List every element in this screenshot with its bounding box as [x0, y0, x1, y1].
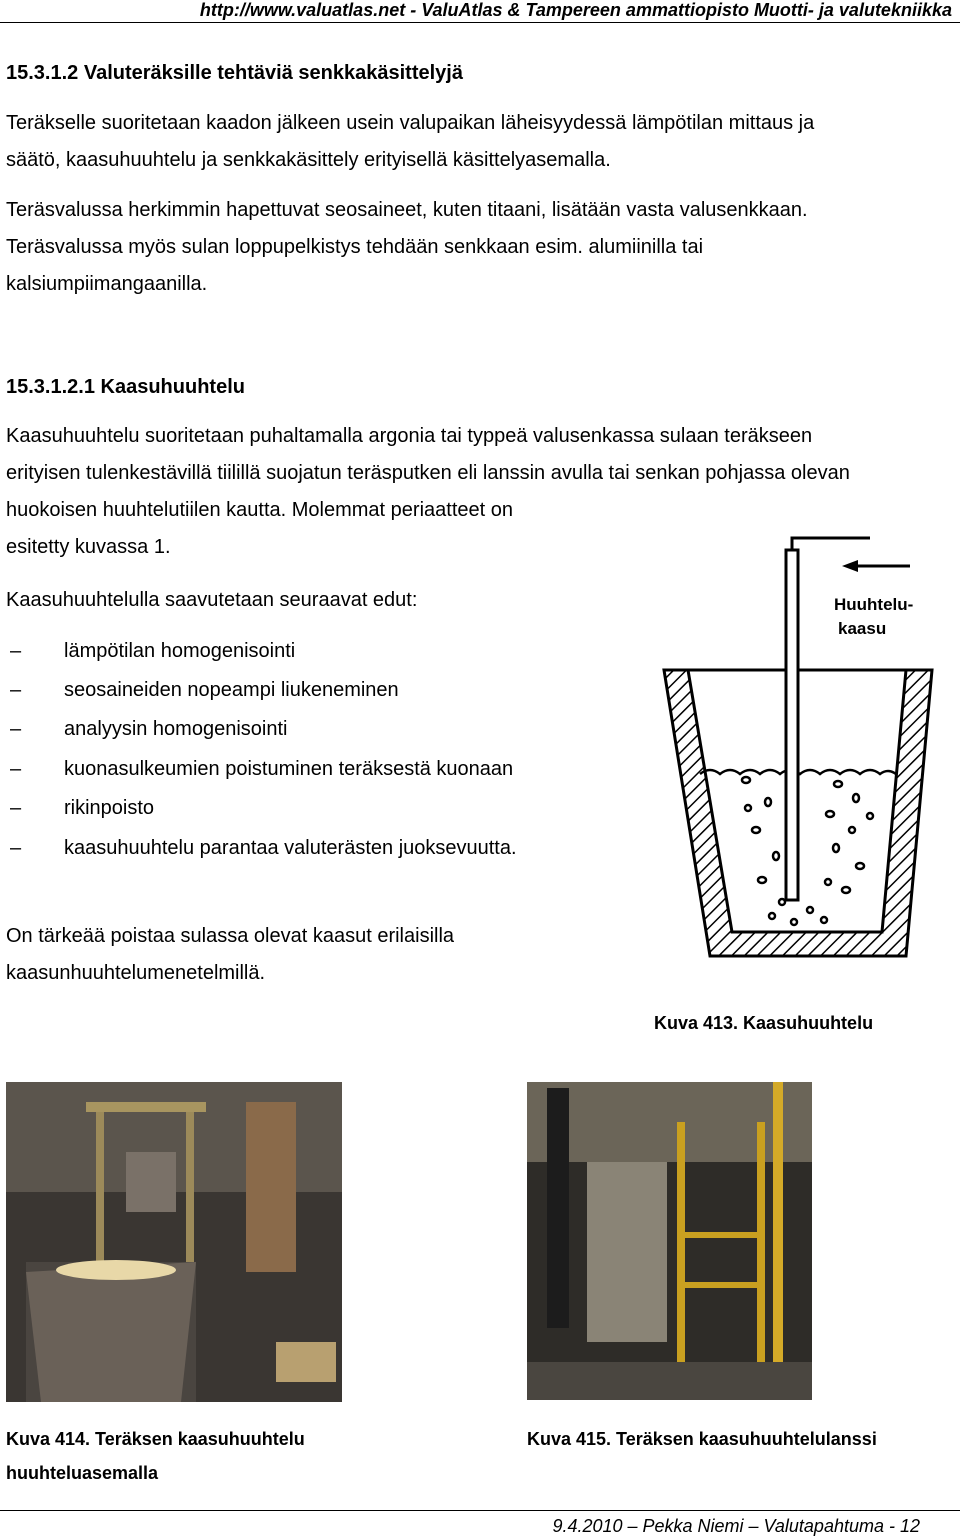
bullet-dash: – [10, 679, 22, 701]
caption-line: Kuva 414. Teräksen kaasuhuuhtelu [6, 1429, 305, 1449]
bullet-dash: – [10, 640, 22, 662]
lance-photo [527, 1082, 812, 1400]
text-line: huokoisen huuhtelutiilen kautta. Molemmat periaatteet on [6, 499, 513, 521]
bullet-dash: – [10, 718, 22, 740]
section-heading: 15.3.1.2 Valuteräksille tehtäviä senkkakäsittelyjä [6, 62, 463, 84]
header-rule [0, 22, 960, 23]
page-header: http://www.valuatlas.net - ValuAtlas & Tampereen ammattiopisto Muotti- ja valutekniikka [199, 0, 952, 20]
gas-label-line2: kaasu [838, 619, 887, 638]
benefit-text: kaasuhuuhtelu parantaa valuterästen juoksevuutta. [64, 837, 517, 859]
benefit-text: kuonasulkeumien poistuminen teräksestä kuonaan [64, 758, 514, 780]
text-line: erityisen tulenkestävillä tiilillä suojatun teräsputken eli lanssin avulla tai senkan pohjassa olevan [6, 462, 850, 484]
gas-arrow-head [842, 560, 858, 572]
subsection-heading: 15.3.1.2.1 Kaasuhuuhtelu [6, 376, 245, 398]
bullet-dash: – [10, 797, 22, 819]
benefits-list-item [10, 757, 513, 781]
text-line: Teräsvalussa myös sulan loppupelkistys tehdään senkkaan esim. alumiinilla tai [6, 236, 704, 258]
bullet-dash: – [10, 837, 22, 859]
text-line: Teräkselle suoritetaan kaadon jälkeen usein valupaikan läheisyydessä lämpötilan mittaus ja [6, 112, 815, 134]
text-line: Kaasuhuuhtelu suoritetaan puhaltamalla argonia tai typpeä valusenkassa sulaan teräkseen [6, 425, 813, 447]
figure-413-caption: Kuva 413. Kaasuhuuhtelu [654, 1013, 874, 1033]
ladle-diagram [660, 530, 940, 960]
benefits-intro: Kaasuhuuhtelulla saavutetaan seuraavat edut: [6, 589, 418, 611]
text-line: On tärkeää poistaa sulassa olevat kaasut erilaisilla [6, 925, 455, 947]
gas-label-line1: Huuhtelu- [834, 595, 914, 614]
figure-414-caption [6, 1422, 305, 1490]
text-line: Teräsvalussa herkimmin hapettuvat seosaineet, kuten titaani, lisätään vasta valusenkkaan. [6, 199, 808, 221]
benefits-list-item [10, 836, 517, 860]
text-line: esitetty kuvassa 1. [6, 536, 171, 558]
page-footer: 9.4.2010 – Pekka Niemi – Valutapahtuma - 12 [552, 1516, 920, 1536]
text-line: säätö, kaasuhuuhtelu ja senkkakäsittely erityisellä käsittelyasemalla. [6, 149, 611, 171]
ladle-station-photo [6, 1082, 342, 1402]
benefit-text: rikinpoisto [64, 797, 155, 819]
bullet-dash: – [10, 758, 22, 780]
benefits-list-item [10, 717, 287, 741]
text-line: kalsiumpiimangaanilla. [6, 273, 208, 295]
benefits-list-item [10, 639, 295, 663]
benefit-text: seosaineiden nopeampi liukeneminen [64, 679, 399, 701]
lance-pipe [786, 550, 798, 900]
lance-supply-line [792, 538, 870, 550]
closing-paragraph [6, 918, 454, 992]
footer-rule [0, 1510, 960, 1511]
benefit-text: lämpötilan homogenisointi [64, 640, 296, 662]
benefits-list-item [10, 678, 399, 702]
caption-line: huuhteluasemalla [6, 1463, 159, 1483]
section-paragraph-1 [6, 105, 814, 179]
benefits-list-item [10, 796, 154, 820]
text-line: kaasunhuuhtelumenetelmillä. [6, 962, 266, 984]
section-paragraph-2 [6, 192, 808, 303]
benefit-text: analyysin homogenisointi [64, 718, 288, 740]
figure-415-caption: Kuva 415. Teräksen kaasuhuuhtelulanssi [527, 1429, 877, 1449]
